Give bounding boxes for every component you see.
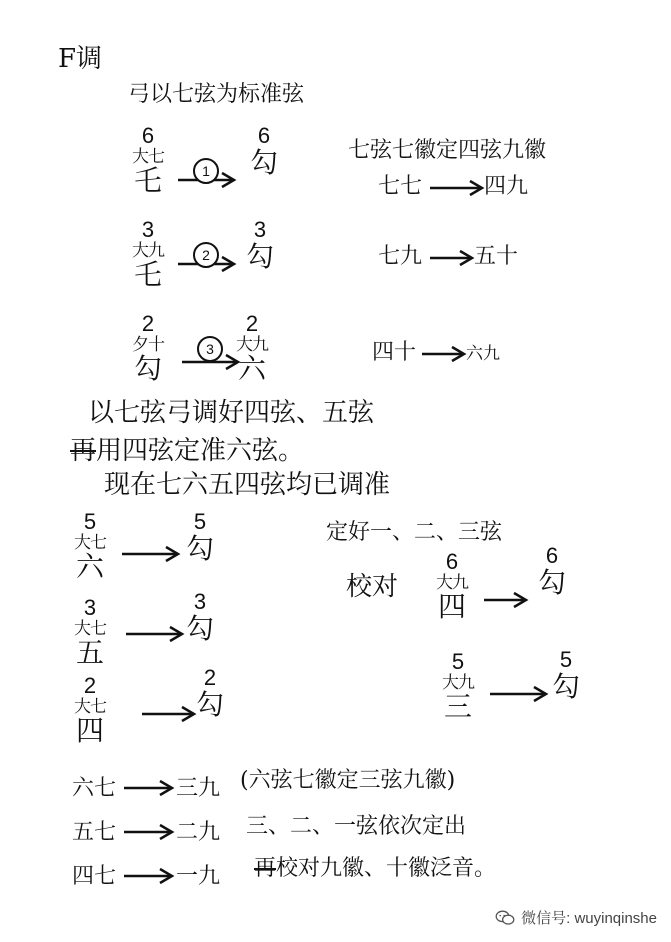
arrow-icon [122,866,178,886]
glyph-number: 3 [83,595,97,620]
eq-left: 七七 [378,174,423,199]
glyph-top: 大七 [132,147,164,167]
paragraph-2-rest: 用四弦定准六弦。 [96,436,305,466]
glyph-number: 5 [193,509,207,534]
arrow-icon [420,344,470,364]
check-label: 校对 [346,572,399,602]
glyph-left-1 [120,124,176,196]
step-circle: 2 [193,242,219,268]
map-left: 六七 [72,776,117,801]
glyph-right-4 [172,510,228,564]
glyph-number: 3 [253,217,267,242]
glyph-bottom: 勾 [195,688,224,721]
glyph-right-8 [538,648,594,702]
glyph-top: 大七 [74,697,106,717]
glyph-bottom: 六 [237,352,266,385]
wechat-icon [495,910,515,926]
glyph-top: 大七 [74,619,106,639]
glyph-number: 5 [559,647,573,672]
glyph-number: 2 [83,673,97,698]
map-note [254,858,496,880]
glyph-top: 大七 [74,533,106,553]
glyph-bottom: 勾 [133,352,162,385]
glyph-bottom: 三 [443,690,472,723]
page-title: F调 [58,44,103,74]
eq-right: 六九 [466,344,500,364]
glyph-top: 夕十 [132,335,164,355]
glyph-left-8 [430,650,486,722]
glyph-number: 3 [193,589,207,614]
watermark [495,907,657,928]
glyph-right-1 [236,124,292,178]
glyph-right-6 [182,666,238,720]
watermark-text: 微信号: wuyinqinshe [521,910,657,927]
glyph-top: 大九 [132,241,164,261]
glyph-number: 3 [141,217,155,242]
glyph-bottom: 勾 [537,566,566,599]
rule-text: 七弦七徽定四弦九徽 [348,138,547,163]
eq-right: 五十 [474,244,519,269]
glyph-left-5 [62,596,118,668]
paragraph-2 [70,438,304,464]
glyph-bottom: 乇 [133,164,162,197]
eq-left: 四十 [372,340,417,365]
arrow-icon [122,778,178,798]
glyph-bottom: 六 [75,550,104,583]
glyph-bottom: 乇 [133,258,162,291]
glyph-bottom: 勾 [245,240,274,273]
glyph-right-5 [172,590,228,644]
eq-left: 七九 [378,244,423,269]
glyph-right-3 [224,312,280,384]
map-left: 五七 [72,820,117,845]
glyph-top: 大九 [236,335,268,355]
glyph-bottom: 四 [75,714,104,747]
glyph-top: 大九 [436,573,468,593]
glyph-right-2 [232,218,288,272]
step-circle: 3 [197,336,223,362]
eq-right: 四九 [484,174,529,199]
glyph-left-7 [424,550,480,622]
glyph-bottom: 勾 [185,532,214,565]
glyph-number: 5 [83,509,97,534]
map-note: 三、二、一弦依次定出 [246,814,467,839]
glyph-left-2 [120,218,176,290]
step-circle: 1 [193,158,219,184]
glyph-number: 6 [141,123,155,148]
glyph-number: 6 [545,543,559,568]
map-left: 四七 [72,864,117,889]
glyph-bottom: 勾 [185,612,214,645]
glyph-bottom: 四 [437,590,466,623]
paragraph-1: 以七弦弓调好四弦、五弦 [88,398,375,428]
glyph-number: 6 [257,123,271,148]
glyph-bottom: 勾 [249,146,278,179]
arrow-icon [428,178,488,198]
arrow-icon [428,248,478,268]
paragraph-3: 现在七六五四弦均已调准 [104,470,391,500]
glyph-top: 大九 [442,673,474,693]
glyph-right-7 [524,544,580,598]
map-note: (六弦七徽定三弦九徽) [240,768,456,793]
glyph-number: 6 [445,549,459,574]
struck-word: 再 [70,436,97,466]
glyph-bottom: 五 [75,636,104,669]
glyph-left-4 [62,510,118,582]
struck-word: 再 [254,856,277,881]
glyph-number: 2 [141,311,155,336]
glyph-number: 2 [203,665,217,690]
glyph-number: 5 [451,649,465,674]
arrow-icon [122,822,178,842]
map-right: 三九 [176,776,221,801]
map-note-rest: 校对九徽、十徽泛音。 [276,856,497,881]
subtitle: 弓以七弦为标准弦 [128,82,305,107]
rule-text-2: 定好一、二、三弦 [326,520,503,545]
glyph-number: 2 [245,311,259,336]
map-right: 二九 [176,820,221,845]
glyph-bottom: 勾 [551,670,580,703]
glyph-left-3 [120,312,176,384]
glyph-left-6 [62,674,118,746]
map-right: 一九 [176,864,221,889]
